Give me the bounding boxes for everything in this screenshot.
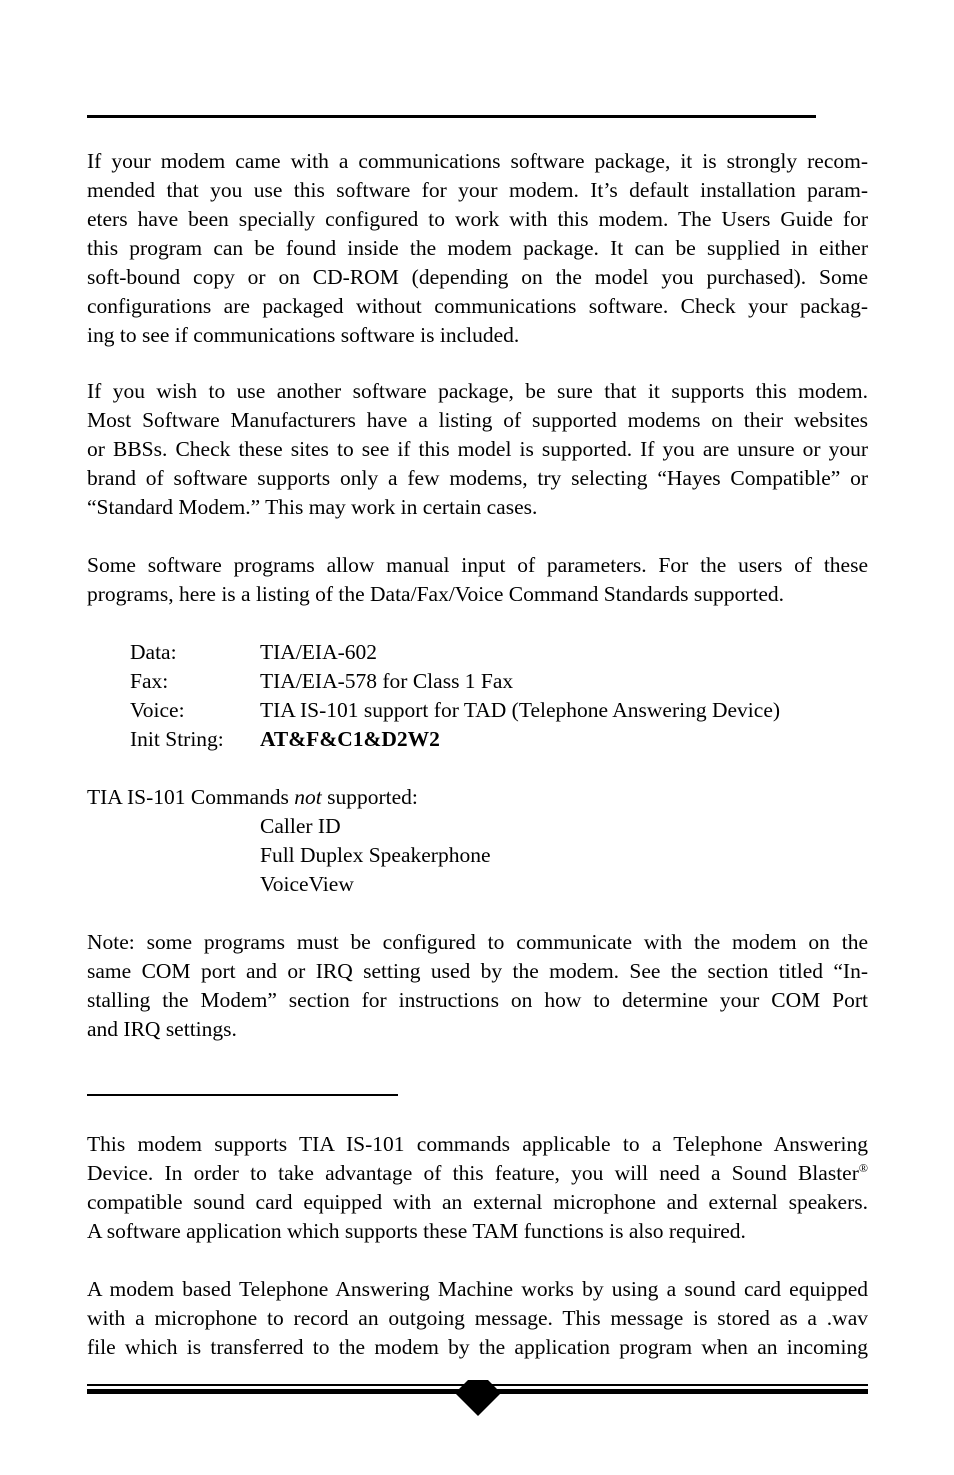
- spec-label: Data:: [130, 640, 177, 664]
- text-line: If your modem came with a communications software package, it is strongly recom-: [87, 149, 868, 173]
- paragraph-other-software: [87, 377, 868, 522]
- text-line: eters have been specially configured to work with this modem. The Users Guide for: [87, 207, 868, 231]
- text-line: file which is transferred to the modem by the application program when an incoming: [87, 1335, 868, 1359]
- paragraph-software-package: [87, 147, 868, 350]
- spec-label: Init String:: [130, 727, 224, 751]
- paragraph-tad-support: [87, 1130, 868, 1246]
- spec-value: TIA/EIA-602: [260, 640, 378, 664]
- text-line: soft-bound copy or on CD-ROM (depending on the model you purchased). Some: [87, 265, 868, 289]
- text-line: this program can be found inside the modem package. It can be supplied in either: [87, 236, 868, 260]
- spec-label: Voice:: [130, 698, 185, 722]
- text-line: ing to see if communications software is included.: [87, 323, 520, 347]
- text-line: A software application which supports these TAM functions is also required.: [87, 1219, 746, 1243]
- heading-suffix: supported:: [321, 785, 418, 809]
- text-line: Note: some programs must be configured to communicate with the modem on the: [87, 930, 868, 954]
- text-line: with a microphone to record an outgoing message. This message is stored as a .wav: [87, 1306, 868, 1330]
- text-line: If you wish to use another software package, be sure that it supports this modem.: [87, 379, 868, 403]
- text-line: mended that you use this software for your modem. It’s default installation param-: [87, 178, 868, 202]
- not-supported-list: [260, 812, 491, 899]
- paragraph-tam-description: [87, 1275, 868, 1362]
- text-line: A modem based Telephone Answering Machine works by using a sound card equipped: [87, 1277, 868, 1301]
- text-line: Some software programs allow manual input of parameters. For the users of these: [87, 553, 868, 577]
- text-line: Most Software Manufacturers have a listing of supported modems on their websites: [87, 408, 868, 432]
- text-line: stalling the Modem” section for instructions on how to determine your COM Port: [87, 988, 868, 1012]
- list-item: Caller ID: [260, 814, 341, 838]
- spec-label: Fax:: [130, 669, 169, 693]
- header-rule: [87, 115, 816, 118]
- text-line: same COM port and or IRQ setting used by the modem. See the section titled “In-: [87, 959, 868, 983]
- text-line: and IRQ settings.: [87, 1017, 237, 1041]
- section-rule: [87, 1094, 398, 1096]
- not-supported-heading: [87, 783, 418, 812]
- text-line: [87, 1159, 868, 1188]
- footer-diamond-rule-icon: [87, 1380, 868, 1420]
- text-line: This modem supports TIA IS-101 commands applicable to a Telephone Answering: [87, 1132, 868, 1156]
- text-line: brand of software supports only a few modems, try selecting “Hayes Compatible” or: [87, 466, 868, 490]
- text-line: “Standard Modem.” This may work in certain cases.: [87, 495, 538, 519]
- list-item: Full Duplex Speakerphone: [260, 843, 491, 867]
- text-line: configurations are packaged without communications software. Check your packag-: [87, 294, 868, 318]
- spec-value: TIA/EIA-578 for Class 1 Fax: [260, 669, 514, 693]
- list-item: VoiceView: [260, 872, 354, 896]
- text-line: programs, here is a listing of the Data/Fax/Voice Command Standards supported.: [87, 582, 785, 606]
- registered-mark: ®: [858, 1160, 868, 1175]
- paragraph-manual-parameters: [87, 551, 868, 609]
- text-line: compatible sound card equipped with an external microphone and external speakers.: [87, 1190, 868, 1214]
- heading-emphasis: not: [294, 785, 322, 809]
- paragraph-note: [87, 928, 868, 1044]
- footer-ornament: [87, 1380, 868, 1420]
- spec-value: TIA IS-101 support for TAD (Telephone Answering Device): [260, 698, 781, 722]
- heading-prefix: TIA IS-101 Commands: [87, 785, 295, 809]
- text-segment: Device. In order to take advantage of this feature, you will need a Sound Blaster: [87, 1161, 859, 1185]
- spec-value: AT&F&C1&D2W2: [260, 727, 440, 751]
- text-line: or BBSs. Check these sites to see if this model is supported. If you are unsure or your: [87, 437, 868, 461]
